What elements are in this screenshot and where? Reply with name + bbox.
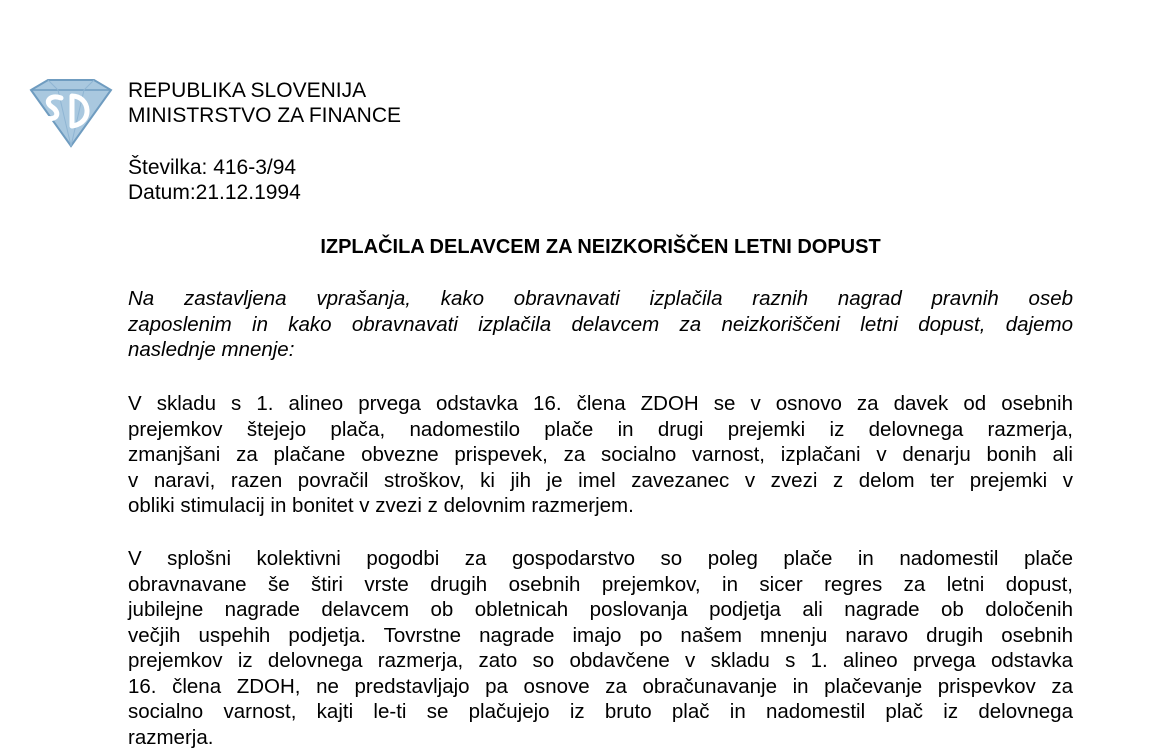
text-line: prejemkov štejejo plača, nadomestilo plače in drugi prejemki iz delovnega razmerja, <box>128 417 1073 443</box>
text-line: razmerja. <box>128 725 1073 750</box>
text-line: obliki stimulacij in bonitet v zvezi z delovnim razmerjem. <box>128 493 1073 519</box>
text-line: socialno varnost, kajti le-ti se plačujejo iz bruto plač in nadomestil plač iz delovnega <box>128 699 1073 725</box>
text-line: V skladu s 1. alineo prvega odstavka 16. člena ZDOH se v osnovo za davek od osebnih <box>128 391 1073 417</box>
body-paragraph-1 <box>128 391 1073 519</box>
text-line: zmanjšani za plačane obvezne prispevek, za socialno varnost, izplačani v denarju bonih ali <box>128 442 1073 468</box>
text-line: jubilejne nagrade delavcem ob obletnicah poslovanja podjetja ali nagrade ob določenih <box>128 597 1073 623</box>
body-paragraph-2 <box>128 546 1073 750</box>
document-title: IZPLAČILA DELAVCEM ZA NEIZKORIŠČEN LETNI DOPUST <box>128 235 1073 260</box>
intro-paragraph <box>128 286 1073 363</box>
issuer-block <box>128 78 401 128</box>
text-line: večjih uspehih podjetja. Tovrstne nagrade imajo po našem mnenju naravo drugih osebnih <box>128 623 1073 649</box>
issuer-country: REPUBLIKA SLOVENIJA <box>128 78 401 103</box>
document-date: Datum:21.12.1994 <box>128 180 301 205</box>
text-line: v naravi, razen povračil stroškov, ki jih je imel zavezanec v zvezi z delom ter prejemki v <box>128 468 1073 494</box>
issuer-ministry: MINISTRSTVO ZA FINANCE <box>128 103 401 128</box>
reference-block <box>128 155 301 205</box>
text-line: 16. člena ZDOH, ne predstavljajo pa osnove za obračunavanje in plačevanje prispevkov za <box>128 674 1073 700</box>
text-line: zaposlenim in kako obravnavati izplačila delavcem za neizkoriščeni letni dopust, dajemo <box>128 312 1073 338</box>
text-line: prejemkov iz delovnega razmerja, zato so obdavčene v skladu s 1. alineo prvega odstavka <box>128 648 1073 674</box>
text-line: Na zastavljena vprašanja, kako obravnavati izplačila raznih nagrad pravnih oseb <box>128 286 1073 312</box>
ministry-logo <box>28 76 114 148</box>
document-number: Številka: 416-3/94 <box>128 155 301 180</box>
text-line: naslednje mnenje: <box>128 337 1073 363</box>
text-line: V splošni kolektivni pogodbi za gospodarstvo so poleg plače in nadomestil plače <box>128 546 1073 572</box>
text-line: obravnavane še štiri vrste drugih osebnih prejemkov, in sicer regres za letni dopust, <box>128 572 1073 598</box>
